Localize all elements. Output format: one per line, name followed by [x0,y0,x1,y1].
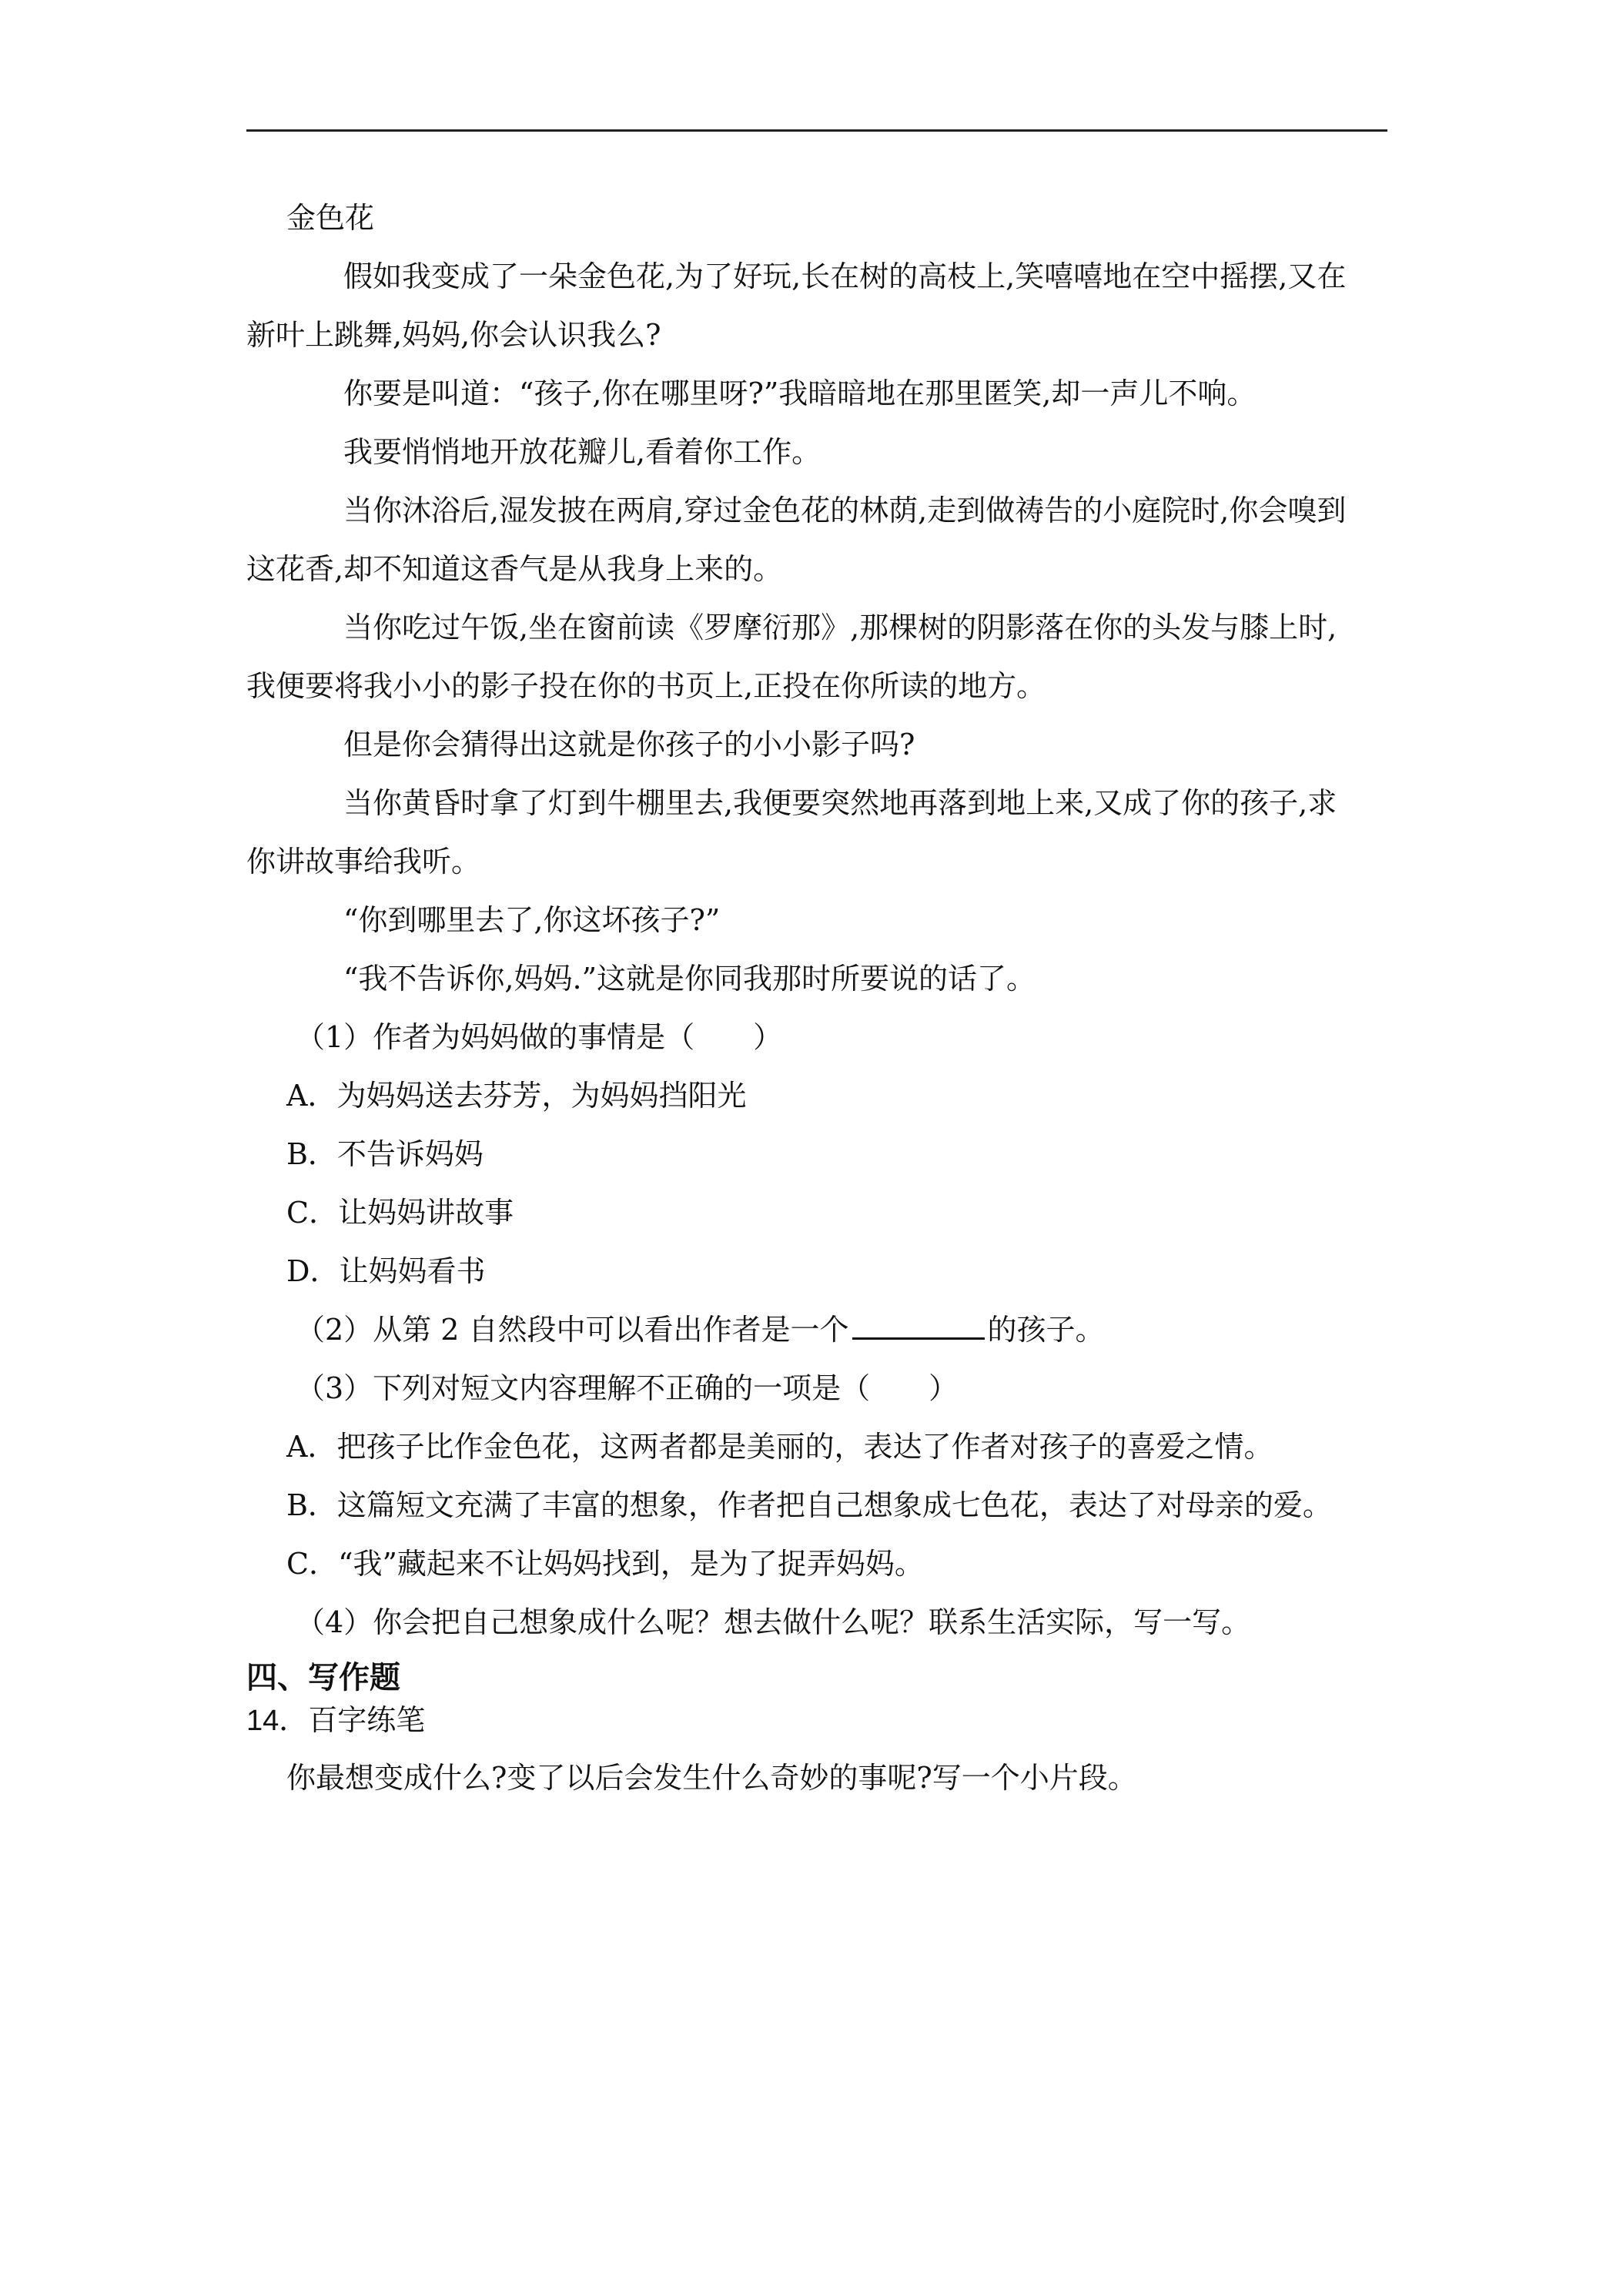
passage-paragraph-5-line-2: 我便要将我小小的影子投在你的书页上,正投在你所读的地方。 [246,669,1046,703]
question-2-stem [246,1300,1401,1359]
question-1-option-b: B．不告诉妈妈 [286,1137,484,1171]
item-14-heading [246,1699,1401,1741]
question-1-stem: （1）作者为妈妈做的事情是（ ） [296,1020,783,1054]
item-14-title: 百字练笔 [308,1703,426,1737]
question-4-stem: （4）你会把自己想象成什么呢？想去做什么呢？联系生活实际，写一写。 [296,1605,1251,1639]
question-2-stem-after: 的孩子。 [987,1313,1105,1347]
passage-paragraph-2: 你要是叫道：“孩子,你在哪里呀?”我暗暗地在那里匿笑,却一声儿不响。 [343,377,1257,410]
passage-title: 金色花 [286,201,375,235]
passage-paragraph-7-line-2: 你讲故事给我听。 [246,845,481,879]
question-1-option-c: C．让妈妈讲故事 [286,1196,514,1230]
question-1-option-d: D．让妈妈看书 [286,1254,486,1288]
question-3-option-a: A．把孩子比作金色花，这两者都是美丽的，表达了作者对孩子的喜爱之情。 [286,1430,1273,1464]
question-3-option-c: C．“我”藏起来不让妈妈找到，是为了捉弄妈妈。 [286,1547,924,1581]
header-rule [246,129,1387,132]
passage-paragraph-1-line-1: 假如我变成了一朵金色花,为了好玩,长在树的高枝上,笑嘻嘻地在空中摇摆,又在 [343,259,1347,293]
page-content [246,189,1401,1807]
question-2-stem-before: （2）从第 2 自然段中可以看出作者是一个 [296,1313,849,1347]
passage-dialogue-2: “我不告诉你,妈妈.”这就是你同我那时所要说的话了。 [343,962,1036,996]
passage-dialogue-1: “你到哪里去了,你这坏孩子?” [343,903,721,937]
passage-paragraph-5-line-1: 当你吃过午饭,坐在窗前读《罗摩衍那》,那棵树的阴影落在你的头发与膝上时, [343,611,1337,644]
question-1-option-a: A．为妈妈送去芬芳，为妈妈挡阳光 [286,1079,747,1113]
item-14-number: 14． [246,1705,309,1737]
section-4-title: 四、写作题 [246,1660,400,1695]
passage-paragraph-4-line-2: 这花香,却不知道这香气是从我身上来的。 [246,552,783,586]
question-3-stem: （3）下列对短文内容理解不正确的一项是（ ） [296,1371,959,1405]
question-3-option-b: B．这篇短文充满了丰富的想象，作者把自己想象成七色花，表达了对母亲的爱。 [286,1488,1332,1522]
writing-prompt: 你最想变成什么?变了以后会发生什么奇妙的事呢?写一个小片段。 [286,1761,1137,1795]
passage-paragraph-7-line-1: 当你黄昏时拿了灯到牛棚里去,我便要突然地再落到地上来,又成了你的孩子,求 [343,786,1337,820]
passage-paragraph-3: 我要悄悄地开放花瓣儿,看着你工作。 [343,435,822,469]
passage-paragraph-1-line-2: 新叶上跳舞,妈妈,你会认识我么? [246,318,661,352]
passage-paragraph-4-line-1: 当你沐浴后,湿发披在两肩,穿过金色花的林荫,走到做祷告的小庭院时,你会嗅到 [343,494,1347,527]
passage-paragraph-6: 但是你会猜得出这就是你孩子的小小影子吗? [343,728,915,761]
question-2-answer-blank [852,1308,985,1340]
